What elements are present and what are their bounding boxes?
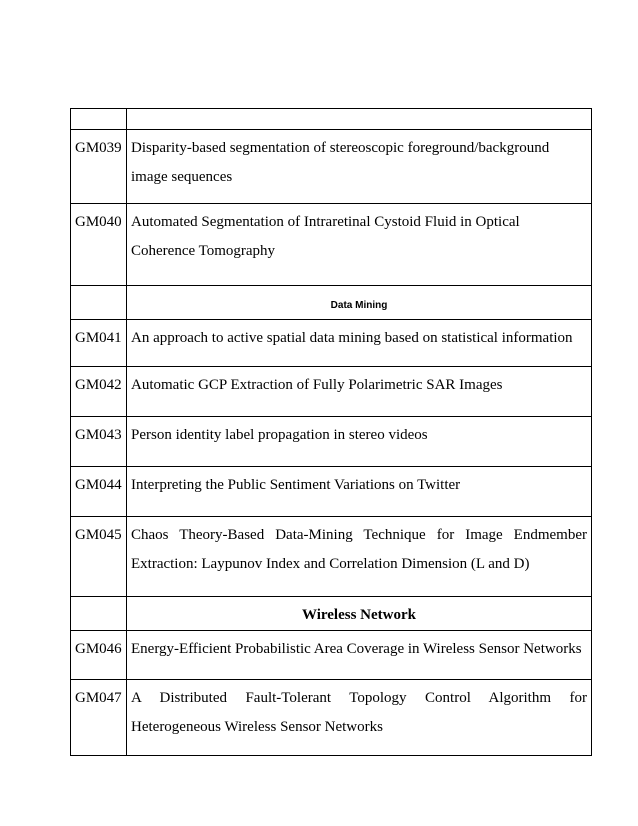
code-cell: GM044 — [71, 467, 127, 517]
table-row — [71, 367, 592, 417]
title-cell: An approach to active spatial data mining based on statistical information — [127, 320, 592, 367]
section-heading-row — [71, 286, 592, 320]
code-cell: GM039 — [71, 130, 127, 204]
table-row — [71, 204, 592, 286]
table-row — [71, 467, 592, 517]
title-cell: Interpreting the Public Sentiment Variations on Twitter — [127, 467, 592, 517]
table-row — [71, 417, 592, 467]
table-row — [71, 320, 592, 367]
title-cell: Chaos Theory-Based Data-Mining Technique for Image Endmember Extraction: Laypunov Index and Correlation Dimension (L and D) — [127, 517, 592, 597]
title-cell: Automated Segmentation of Intraretinal Cystoid Fluid in Optical Coherence Tomography — [127, 204, 592, 286]
code-cell: GM041 — [71, 320, 127, 367]
title-cell: Disparity-based segmentation of stereoscopic foreground/background image sequences — [127, 130, 592, 204]
title-cell: Automatic GCP Extraction of Fully Polarimetric SAR Images — [127, 367, 592, 417]
title-cell: A Distributed Fault-Tolerant Topology Control Algorithm for Heterogeneous Wireless Sensor Networks — [127, 680, 592, 756]
project-table — [70, 108, 592, 756]
code-cell: GM047 — [71, 680, 127, 756]
title-cell: Energy-Efficient Probabilistic Area Coverage in Wireless Sensor Networks — [127, 631, 592, 680]
title-cell — [127, 109, 592, 130]
table-row — [71, 130, 592, 204]
table-row — [71, 517, 592, 597]
code-cell: GM046 — [71, 631, 127, 680]
code-cell: GM043 — [71, 417, 127, 467]
section-heading: Wireless Network — [301, 607, 416, 623]
code-cell: GM042 — [71, 367, 127, 417]
code-cell — [71, 109, 127, 130]
code-cell: GM040 — [71, 204, 127, 286]
table-row — [71, 109, 592, 130]
code-cell: GM045 — [71, 517, 127, 597]
code-cell — [71, 286, 127, 320]
title-cell: Person identity label propagation in stereo videos — [127, 417, 592, 467]
code-cell — [71, 597, 127, 631]
section-heading-row — [71, 597, 592, 631]
table-row — [71, 680, 592, 756]
table-row — [71, 631, 592, 680]
section-heading: Data Mining — [330, 300, 388, 311]
